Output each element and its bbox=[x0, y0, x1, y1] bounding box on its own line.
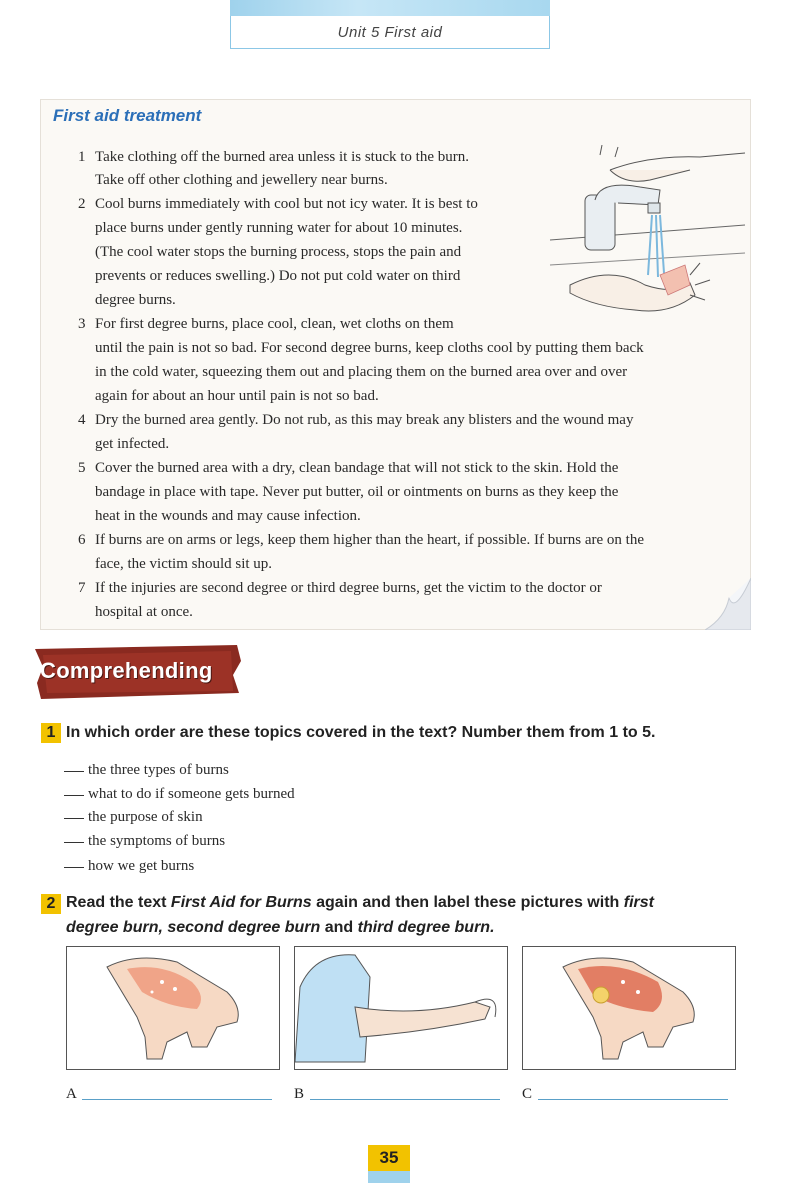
step-line: Dry the burned area gently. Do not rub, as this may break any blisters and the wound may bbox=[95, 412, 634, 428]
severely-burned-hand-image bbox=[523, 947, 735, 1069]
step-number: 2 bbox=[78, 196, 86, 212]
answer-line-b[interactable] bbox=[310, 1099, 500, 1100]
exercise-1-prompt: In which order are these topics covered in the text? Number them from 1 to 5. bbox=[66, 724, 656, 741]
step-number: 1 bbox=[78, 149, 86, 165]
step-line: degree burns. bbox=[95, 292, 176, 308]
step-line: Cool burns immediately with cool but not icy water. It is best to bbox=[95, 196, 478, 212]
step-line: Cover the burned area with a dry, clean bandage that will not stick to the skin. Hold the bbox=[95, 460, 619, 476]
answer-blank[interactable] bbox=[64, 795, 84, 796]
step-line: in the cold water, squeezing them out and placing them on the burned area over and over bbox=[95, 364, 628, 380]
step-line: (The cool water stops the burning process, stops the pain and bbox=[95, 244, 462, 260]
page-curl-decoration bbox=[705, 578, 751, 630]
answer-label-b: B bbox=[294, 1086, 305, 1102]
topic-text: the purpose of skin bbox=[88, 809, 203, 825]
answer-line-c[interactable] bbox=[538, 1099, 728, 1100]
treatment-title: First aid treatment bbox=[53, 106, 202, 125]
step-line: hospital at once. bbox=[95, 604, 193, 620]
step-line: face, the victim should sit up. bbox=[95, 556, 273, 572]
exercise-2-prompt-line1: Read the text First Aid for Burns again and then label these pictures with first bbox=[66, 894, 654, 911]
topic-item[interactable] bbox=[64, 833, 225, 850]
step-line: Take off other clothing and jewellery near burns. bbox=[95, 172, 388, 188]
answer-label-c: C bbox=[522, 1086, 533, 1102]
step-line: again for about an hour until pain is not so bad. bbox=[95, 388, 379, 404]
step-number: 7 bbox=[78, 580, 86, 596]
page-number-decoration bbox=[368, 1171, 410, 1183]
answer-line-a[interactable] bbox=[82, 1099, 272, 1100]
step-line: get infected. bbox=[95, 436, 170, 452]
picture-c bbox=[522, 946, 736, 1070]
exercise-2-prompt-line2: degree burn, second degree burn and third degree burn. bbox=[66, 919, 495, 936]
answer-blank[interactable] bbox=[64, 771, 84, 772]
arm-raised-image bbox=[295, 947, 507, 1069]
page-number: 35 bbox=[368, 1145, 410, 1171]
step-line: until the pain is not so bad. For second degree burns, keep cloths cool by putting them back bbox=[95, 340, 644, 356]
answer-label-a: A bbox=[66, 1086, 77, 1102]
answer-blank[interactable] bbox=[64, 842, 84, 843]
topic-text: the symptoms of burns bbox=[88, 833, 226, 849]
exercise-number-badge: 2 bbox=[41, 894, 61, 914]
tap-water-hand-illustration bbox=[540, 145, 750, 335]
step-number: 5 bbox=[78, 460, 86, 476]
topic-item[interactable] bbox=[64, 786, 295, 803]
step-line: For first degree burns, place cool, clean, wet cloths on them bbox=[95, 316, 454, 332]
step-line: heat in the wounds and may cause infection. bbox=[95, 508, 361, 524]
step-line: prevents or reduces swelling.) Do not put cold water on third bbox=[95, 268, 461, 284]
step-line: Take clothing off the burned area unless it is stuck to the burn. bbox=[95, 149, 469, 165]
topic-item[interactable] bbox=[64, 858, 194, 875]
topic-text: what to do if someone gets burned bbox=[88, 786, 295, 802]
burned-hand-image bbox=[67, 947, 279, 1069]
step-line: If burns are on arms or legs, keep them higher than the heart, if possible. If burns are on the bbox=[95, 532, 644, 548]
step-number: 6 bbox=[78, 532, 86, 548]
topic-item[interactable] bbox=[64, 809, 203, 826]
picture-a bbox=[66, 946, 280, 1070]
section-heading: Comprehending bbox=[40, 658, 213, 683]
step-line: bandage in place with tape. Never put butter, oil or ointments on burns as they keep the bbox=[95, 484, 619, 500]
step-number: 3 bbox=[78, 316, 86, 332]
answer-blank[interactable] bbox=[64, 867, 84, 868]
picture-b bbox=[294, 946, 508, 1070]
topic-text: how we get burns bbox=[88, 858, 195, 874]
topic-text: the three types of burns bbox=[88, 762, 229, 778]
unit-header: Unit 5 First aid bbox=[230, 16, 550, 49]
step-number: 4 bbox=[78, 412, 86, 428]
answer-blank[interactable] bbox=[64, 818, 84, 819]
step-line: If the injuries are second degree or third degree burns, get the victim to the doctor or bbox=[95, 580, 602, 596]
header-decoration bbox=[230, 0, 550, 16]
step-line: place burns under gently running water for about 10 minutes. bbox=[95, 220, 463, 236]
topic-item[interactable] bbox=[64, 762, 229, 779]
exercise-number-badge: 1 bbox=[41, 723, 61, 743]
